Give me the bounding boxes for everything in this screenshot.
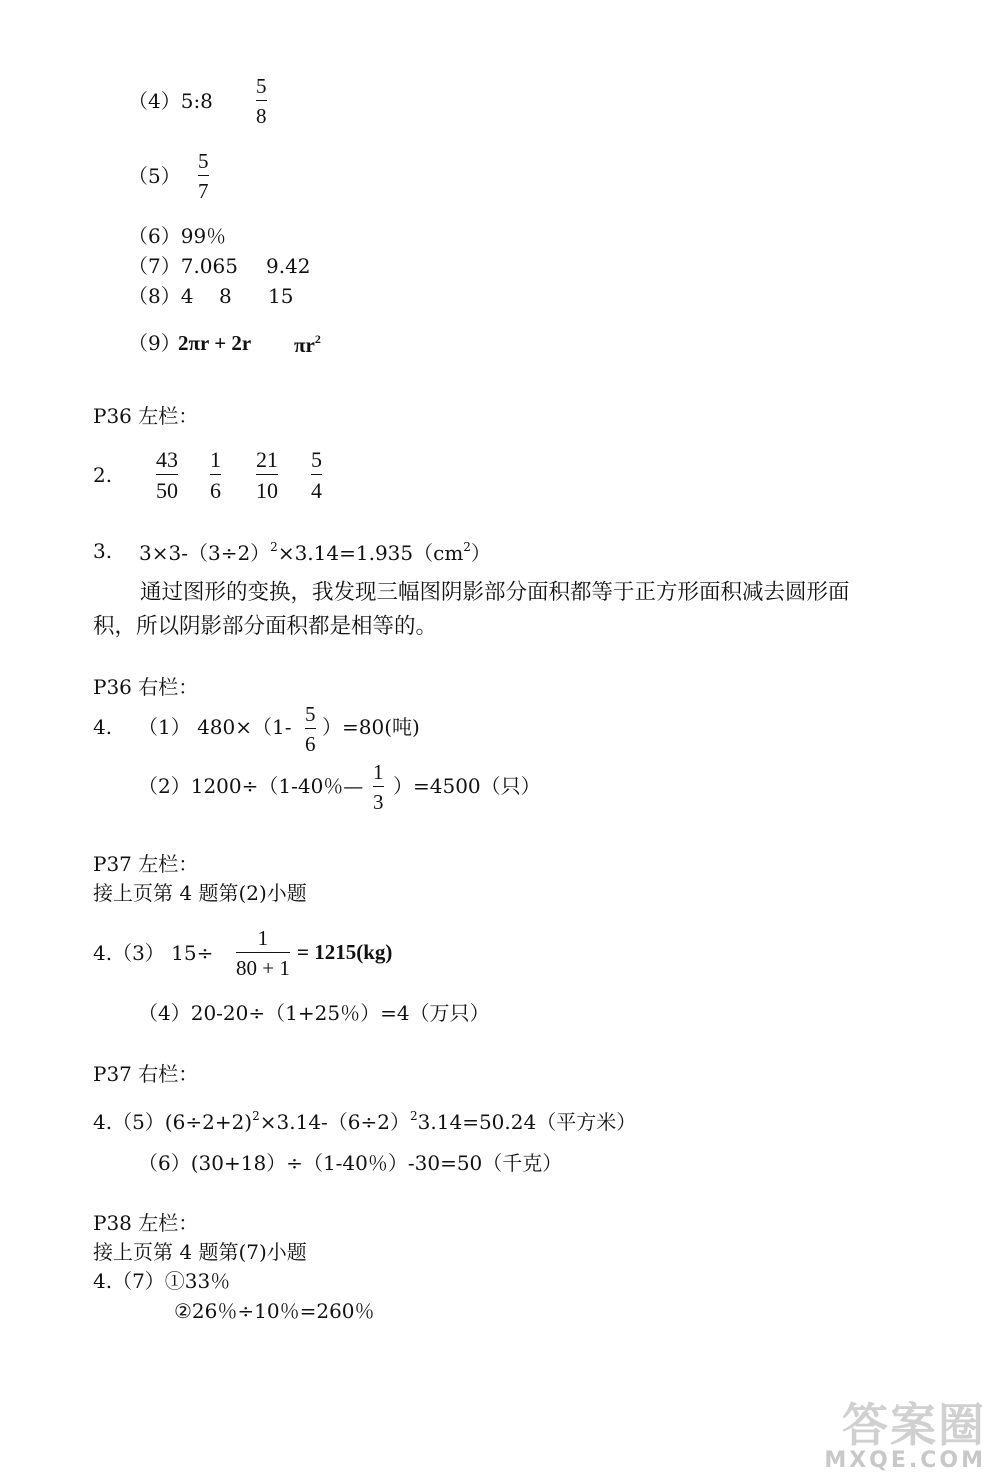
superscript: 2 (314, 332, 321, 346)
q4-2-fraction (373, 762, 384, 813)
q3-explanation-line-2: 积，所以阴影部分面积都是相等的。 (93, 614, 438, 639)
q4-label: 4. (93, 715, 113, 739)
superscript: 2 (270, 540, 278, 554)
fraction-denominator: 7 (198, 179, 209, 203)
fraction-numerator: 5 (256, 76, 267, 101)
item-8-value-c: 15 (268, 284, 294, 308)
watermark-logo-text: 答案圈 (842, 1398, 986, 1452)
fraction-denominator: 6 (210, 478, 221, 503)
fraction-denominator: 10 (256, 478, 278, 503)
q3-explanation-line-1: 通过图形的变换，我发现三幅图阴影部分面积都等于正方形面积减去圆形面 (140, 580, 850, 605)
item-5-label: （5） (128, 164, 181, 188)
item-9-formula-b (294, 333, 321, 356)
section-heading-p36-right: P36 右栏： (93, 675, 199, 699)
watermark (824, 1398, 986, 1473)
watermark-url: MXQE.COM (824, 1448, 986, 1473)
q4-5-part-b: ×3.14-（6÷2） (259, 1110, 411, 1134)
fraction-denominator: 3 (373, 790, 384, 814)
item-8-label: （8）4 (128, 284, 194, 308)
item-7-value-b: 9.42 (266, 254, 311, 278)
q4-7-line-2: ②26％÷10％=260％ (174, 1299, 375, 1323)
item-5-fraction (198, 151, 209, 202)
section-heading-p38-left: P38 左栏： (93, 1211, 199, 1235)
section-subheading-p38-left: 接上页第 4 题第(7)小题 (93, 1240, 307, 1264)
item-9-formula-b-text: πr (294, 333, 315, 357)
fraction-numerator: 1 (373, 762, 384, 787)
fraction-numerator: 21 (256, 449, 278, 475)
item-9-formula-a: 2πr + 2r (178, 331, 252, 355)
fraction-numerator: 5 (311, 449, 322, 475)
fraction-numerator: 1 (210, 449, 221, 475)
q4-2-part-a: （2）1200÷（1-40％— (138, 774, 364, 798)
fraction-denominator: 4 (311, 478, 322, 503)
superscript: 2 (410, 1109, 418, 1123)
fraction-numerator: 5 (305, 704, 316, 729)
q4-7-line-1: 4.（7）①33％ (93, 1269, 231, 1293)
section-subheading-p37-left: 接上页第 4 题第(2)小题 (93, 881, 307, 905)
q4-6: （6）(30+18）÷（1-40％）-30=50（千克） (138, 1151, 563, 1175)
fraction-denominator: 80 + 1 (236, 956, 290, 980)
q4-4: （4）20-20÷（1+25％）=4（万只） (138, 1001, 490, 1025)
superscript: 2 (252, 1109, 260, 1123)
q4-1-part-a: （1） 480×（1- (138, 715, 292, 739)
fraction-denominator: 8 (256, 104, 267, 128)
q2-fraction-4 (311, 449, 322, 502)
q4-2-part-b: ）=4500（只） (393, 774, 541, 798)
q2-label: 2. (93, 463, 113, 487)
q4-5-formula (93, 1110, 636, 1132)
fraction-denominator: 50 (156, 478, 178, 503)
q4-3-part-b: = 1215(kg) (297, 940, 393, 964)
item-4-fraction (256, 76, 267, 127)
q4-5-part-c: 3.14=50.24（平方米） (417, 1110, 637, 1134)
item-6: （6）99％ (128, 224, 227, 248)
q4-5-part-a: 4.（5）(6÷2+2) (93, 1110, 253, 1134)
q2-fraction-3 (256, 449, 278, 502)
q4-1-fraction (305, 704, 316, 755)
q4-3-fraction (236, 928, 290, 979)
section-heading-p36-left: P36 左栏： (93, 404, 199, 428)
section-heading-p37-right: P37 右栏： (93, 1062, 199, 1086)
q3-formula-part-b: ×3.14=1.935（cm (277, 541, 464, 565)
item-7-label: （7）7.065 (128, 254, 238, 278)
item-4-label: （4）5:8 (128, 89, 213, 113)
fraction-numerator: 1 (236, 928, 290, 953)
q3-formula-part-c: ） (470, 541, 491, 565)
fraction-numerator: 43 (156, 449, 178, 475)
item-9-label: （9） (128, 331, 181, 355)
q4-3-part-a: 4.（3） 15÷ (93, 941, 214, 965)
section-heading-p37-left: P37 左栏： (93, 852, 199, 876)
item-8-value-b: 8 (219, 284, 232, 308)
q4-1-part-b: ）=80(吨) (322, 715, 420, 739)
q3-label: 3. (93, 539, 113, 563)
q3-formula-part-a: 3×3-（3÷2） (139, 541, 271, 565)
q2-fraction-1 (156, 449, 178, 502)
superscript: 2 (463, 540, 471, 554)
fraction-numerator: 5 (198, 151, 209, 176)
q3-formula (139, 541, 491, 563)
fraction-denominator: 6 (305, 732, 316, 756)
q2-fraction-2 (210, 449, 221, 502)
